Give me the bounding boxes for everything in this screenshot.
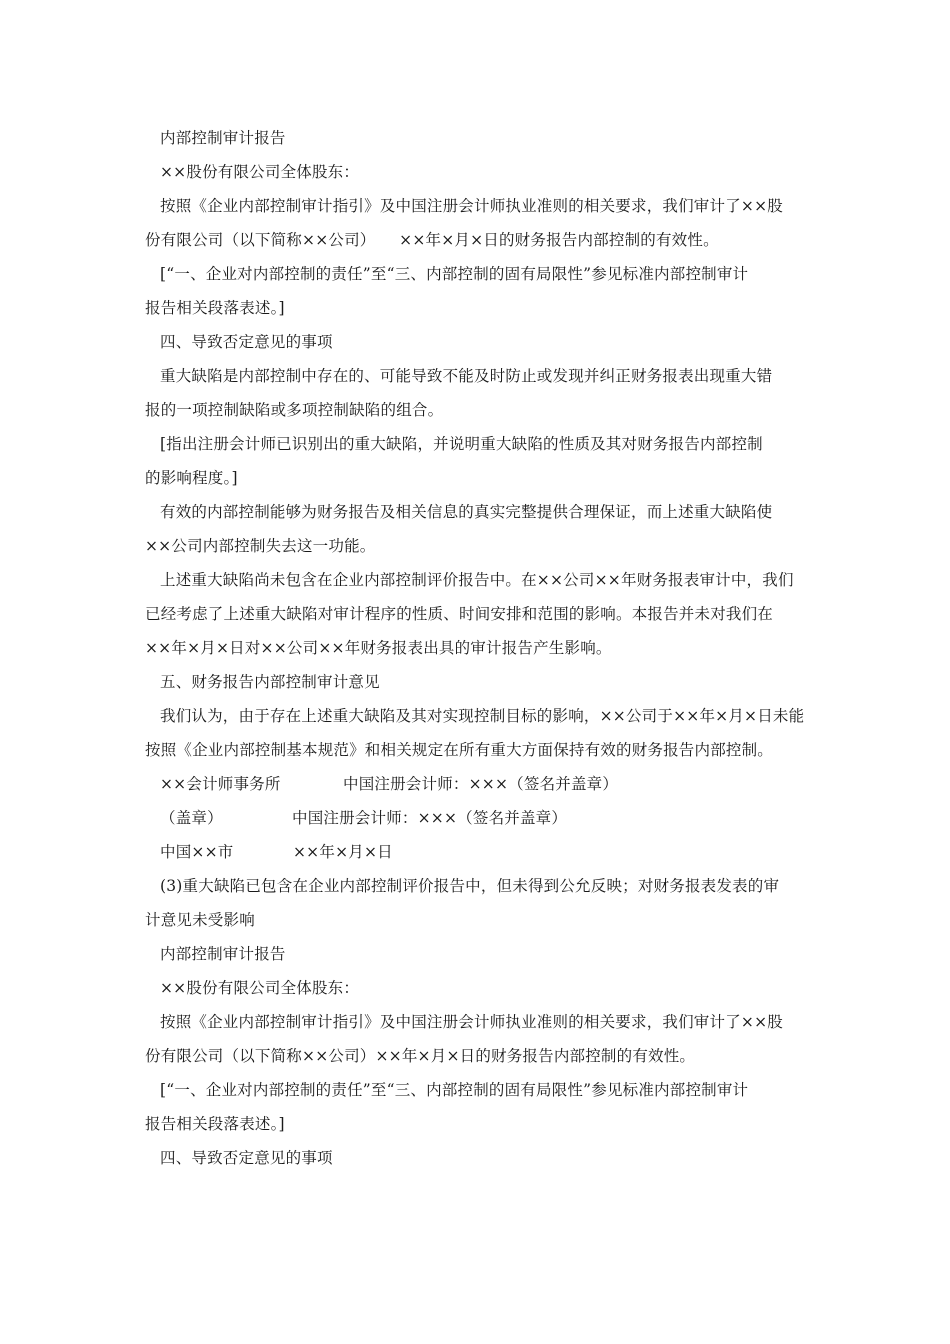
paragraph-line: 报告相关段落表述。]	[145, 299, 285, 317]
signature-row-3	[145, 835, 815, 869]
report-title: 内部控制审计报告	[160, 945, 286, 963]
paragraph-line: 按照《企业内部控制审计指引》及中国注册会计师执业准则的相关要求，我们审计了××股	[160, 1013, 783, 1031]
paragraph-line: [“一、企业对内部控制的责任”至“三、内部控制的固有局限性”参见标准内部控制审计	[160, 1081, 749, 1099]
signature-row-1	[145, 767, 815, 801]
case-heading: (3)重大缺陷已包含在企业内部控制评价报告中，但未得到公允反映；对财务报表发表的审	[160, 877, 780, 895]
report-title: 内部控制审计报告	[160, 129, 286, 147]
paragraph-line: 的影响程度。]	[145, 469, 238, 487]
paragraph-line: 上述重大缺陷尚未包含在企业内部控制评价报告中。在××公司××年财务报表审计中，我们	[160, 571, 794, 589]
paragraph-line: 份有限公司（以下简称××公司）××年×月×日的财务报告内部控制的有效性。	[145, 1047, 696, 1065]
paragraph-line: 计意见未受影响	[145, 911, 255, 929]
document-page	[145, 121, 815, 1175]
paragraph-line: 已经考虑了上述重大缺陷对审计程序的性质、时间安排和范围的影响。本报告并未对我们在	[145, 605, 774, 623]
section-heading: 四、导致否定意见的事项	[160, 1149, 333, 1167]
cpa-signature-2: 中国注册会计师：×××（签名并盖章）	[292, 809, 568, 827]
paragraph-line: 按照《企业内部控制审计指引》及中国注册会计师执业准则的相关要求，我们审计了××股	[160, 197, 783, 215]
paragraph-line: 重大缺陷是内部控制中存在的、可能导致不能及时防止或发现并纠正财务报表出现重大错	[160, 367, 773, 385]
paragraph-line: [指出注册会计师已识别出的重大缺陷，并说明重大缺陷的性质及其对财务报告内部控制	[160, 435, 763, 453]
paragraph-line: 有效的内部控制能够为财务报告及相关信息的真实完整提供合理保证，而上述重大缺陷使	[160, 503, 773, 521]
addressee: ××股份有限公司全体股东：	[160, 979, 360, 997]
addressee: ××股份有限公司全体股东：	[160, 163, 360, 181]
paragraph-line: ××公司内部控制失去这一功能。	[145, 537, 376, 555]
paragraph-line: 报的一项控制缺陷或多项控制缺陷的组合。	[145, 401, 444, 419]
section-heading: 四、导致否定意见的事项	[160, 333, 333, 351]
report-date: ××年×月×日	[293, 843, 393, 861]
paragraph-line: ××年×月×日对××公司××年财务报表出具的审计报告产生影响。	[145, 639, 612, 657]
signature-row-2	[145, 801, 815, 835]
paragraph-line: 我们认为，由于存在上述重大缺陷及其对实现控制目标的影响，××公司于××年×月×日未能	[160, 707, 805, 725]
firm-name: ××会计师事务所	[160, 775, 281, 793]
paragraph-line: 份有限公司（以下简称××公司） ××年×月×日的财务报告内部控制的有效性。	[145, 231, 719, 249]
seal-label: （盖章）	[160, 809, 223, 827]
cpa-signature-1: 中国注册会计师：×××（签名并盖章）	[343, 775, 619, 793]
paragraph-line: 按照《企业内部控制基本规范》和相关规定在所有重大方面保持有效的财务报告内部控制。	[145, 741, 774, 759]
paragraph-line: 报告相关段落表述。]	[145, 1115, 285, 1133]
section-heading: 五、财务报告内部控制审计意见	[160, 673, 380, 691]
paragraph-line: [“一、企业对内部控制的责任”至“三、内部控制的固有局限性”参见标准内部控制审计	[160, 265, 749, 283]
city: 中国××市	[160, 843, 234, 861]
